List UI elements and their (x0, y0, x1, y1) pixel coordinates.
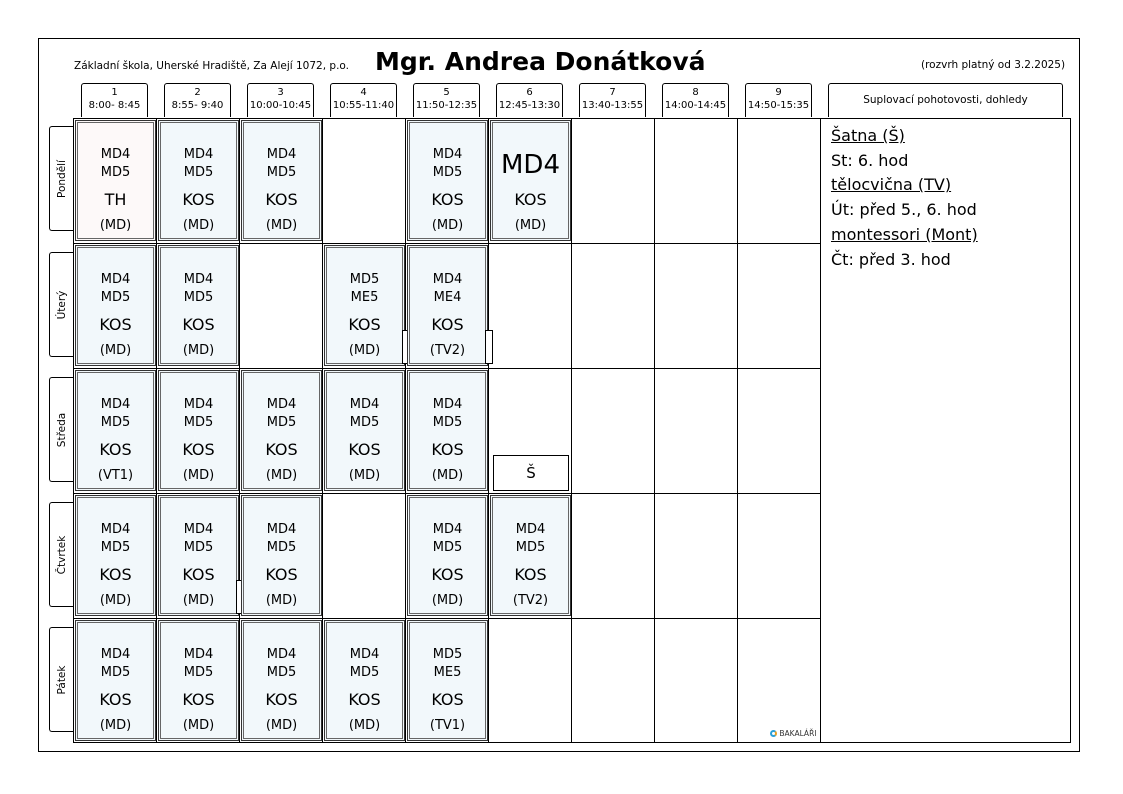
subject: KOS (348, 690, 381, 709)
lesson-cell-fri-5[interactable] (407, 620, 488, 741)
subject: KOS (431, 440, 464, 459)
note-wardrobe: Šatna (Š) (831, 126, 905, 145)
room: (MD) (431, 468, 464, 483)
room: (MD) (99, 593, 132, 608)
grid-line (654, 118, 655, 743)
room: (MD) (265, 718, 298, 733)
grid-line (322, 118, 323, 743)
lesson-cell-wed-2[interactable] (158, 370, 239, 491)
lesson-cell-thu-1[interactable] (75, 495, 156, 616)
lesson-cell-mon-2[interactable] (158, 120, 239, 241)
lesson-cell-fri-4[interactable] (324, 620, 405, 741)
class-line-1: MD4 (515, 522, 546, 537)
period-time: 12:45-13:30 (498, 100, 561, 111)
class-line-2: MD5 (100, 665, 131, 680)
period-header-9 (745, 83, 812, 117)
room: (MD) (348, 468, 381, 483)
class-line-1: MD4 (266, 397, 297, 412)
period-number: 5 (443, 87, 450, 98)
subject: KOS (431, 190, 464, 209)
period-time: 14:50-15:35 (747, 100, 810, 111)
grid-line (73, 368, 821, 369)
subject: KOS (99, 440, 132, 459)
day-tab-thursday (49, 502, 73, 607)
day-label: Středa (55, 412, 68, 447)
day-label: Pátek (55, 665, 68, 694)
subject: KOS (348, 315, 381, 334)
class-line-2: MD5 (100, 290, 131, 305)
class-line-2: MD5 (100, 540, 131, 555)
room: (MD) (431, 593, 464, 608)
grid-line (239, 118, 240, 743)
validity-date: (rozvrh platný od 3.2.2025) (921, 59, 1066, 71)
period-header-7 (579, 83, 646, 117)
day-tab-wednesday (49, 377, 73, 482)
room: (MD) (348, 718, 381, 733)
duty-wardrobe-box[interactable]: Š (493, 455, 569, 491)
period-header-6 (496, 83, 563, 117)
period-time: 13:40-13:55 (581, 100, 644, 111)
class-line-1: MD4 (432, 147, 463, 162)
room: (MD) (514, 218, 547, 233)
lesson-cell-mon-1[interactable] (75, 120, 156, 241)
subject: KOS (514, 565, 547, 584)
subject: KOS (99, 690, 132, 709)
lesson-cell-tue-1[interactable] (75, 245, 156, 366)
lesson-cell-thu-2[interactable] (158, 495, 239, 616)
subject: KOS (265, 565, 298, 584)
lesson-cell-wed-4[interactable] (324, 370, 405, 491)
period-header-8 (662, 83, 729, 117)
class-line-1: MD4 (100, 147, 131, 162)
lesson-cell-thu-5[interactable] (407, 495, 488, 616)
class-line-2: ME5 (350, 290, 379, 305)
note-montessori: montessori (Mont) (831, 224, 978, 244)
subject: KOS (265, 440, 298, 459)
class-line-1: MD4 (266, 647, 297, 662)
note-gym-time: Út: před 5., 6. hod (831, 200, 977, 220)
subject: KOS (182, 440, 215, 459)
period-time: 10:00-10:45 (249, 100, 312, 111)
room: (MD) (99, 218, 132, 233)
period-time: 11:50-12:35 (415, 100, 478, 111)
subject: KOS (182, 565, 215, 584)
class-line-1: MD4 (100, 522, 131, 537)
class-line-1: MD4 (266, 522, 297, 537)
lesson-cell-wed-3[interactable] (241, 370, 322, 491)
note-wardrobe-time: St: 6. hod (831, 150, 909, 170)
logo-text: BAKALÁŘI (779, 729, 817, 738)
room: (TV2) (429, 343, 466, 358)
period-number: 1 (111, 87, 118, 98)
class-line-2: MD5 (349, 665, 380, 680)
day-tab-tuesday (49, 252, 73, 357)
class-line-1: MD4 (183, 272, 214, 287)
lesson-cell-fri-3[interactable] (241, 620, 322, 741)
class-line-2: MD5 (183, 415, 214, 430)
room: (MD) (265, 468, 298, 483)
class-line-2: MD5 (183, 290, 214, 305)
lesson-cell-fri-1[interactable] (75, 620, 156, 741)
class-line-1: MD4 (100, 397, 131, 412)
subject: KOS (182, 315, 215, 334)
lesson-cell-mon-5[interactable] (407, 120, 488, 241)
period-header-2 (164, 83, 231, 117)
note-montessori-time: Čt: před 3. hod (831, 249, 951, 269)
class-line-2: ME4 (433, 290, 462, 305)
note-gym: tělocvična (TV) (831, 175, 952, 195)
period-number: 2 (194, 87, 201, 98)
bakalari-logo (770, 729, 817, 738)
subject: KOS (265, 690, 298, 709)
day-label: Úterý (55, 290, 68, 319)
lesson-cell-wed-1[interactable] (75, 370, 156, 491)
bakalari-logo-icon (770, 730, 777, 737)
class-line-1: MD4 (501, 150, 560, 180)
grid-line (737, 118, 738, 743)
room: (MD) (265, 593, 298, 608)
room: (MD) (182, 593, 215, 608)
lesson-cell-mon-6[interactable] (490, 120, 571, 241)
period-header-3 (247, 83, 314, 117)
school-name: Základní škola, Uherské Hradiště, Za Alejí 1072, p.o. (74, 60, 349, 72)
subject: KOS (182, 190, 215, 209)
lesson-cell-wed-5[interactable] (407, 370, 488, 491)
period-number: 8 (692, 87, 699, 98)
day-tab-monday (49, 126, 73, 231)
grid-line (73, 493, 821, 494)
teacher-name: Mgr. Andrea Donátková (375, 47, 706, 76)
class-line-2: MD5 (100, 165, 131, 180)
class-line-1: MD4 (183, 522, 214, 537)
period-number: 9 (775, 87, 782, 98)
subject: KOS (99, 565, 132, 584)
side-panel-header: Suplovací pohotovosti, dohledy (828, 83, 1063, 117)
period-number: 3 (277, 87, 284, 98)
class-line-2: MD5 (266, 165, 297, 180)
period-time: 10:55-11:40 (332, 100, 395, 111)
room: (MD) (265, 218, 298, 233)
room: (MD) (182, 343, 215, 358)
day-tab-friday (49, 627, 73, 732)
subject: KOS (431, 315, 464, 334)
class-line-1: MD4 (432, 397, 463, 412)
period-header-5 (413, 83, 480, 117)
class-line-2: MD5 (432, 540, 463, 555)
day-label: Pondělí (55, 159, 68, 198)
grid-line (488, 118, 489, 743)
lesson-cell-thu-3[interactable] (241, 495, 322, 616)
class-line-2: MD5 (266, 540, 297, 555)
class-line-2: MD5 (432, 165, 463, 180)
grid-line (571, 118, 572, 743)
subject: KOS (182, 690, 215, 709)
period-header-4 (330, 83, 397, 117)
class-line-2: MD5 (432, 415, 463, 430)
room: (TV2) (512, 593, 549, 608)
period-number: 4 (360, 87, 367, 98)
lesson-cell-fri-2[interactable] (158, 620, 239, 741)
class-line-2: ME5 (433, 665, 462, 680)
class-line-2: MD5 (515, 540, 546, 555)
class-line-1: MD4 (183, 147, 214, 162)
duty-notes-panel (820, 118, 1071, 743)
subject: KOS (265, 190, 298, 209)
room: (TV1) (429, 718, 466, 733)
subject: KOS (431, 565, 464, 584)
class-line-2: MD5 (183, 165, 214, 180)
class-line-1: MD4 (183, 647, 214, 662)
class-line-2: MD5 (183, 540, 214, 555)
period-header-1 (81, 83, 148, 117)
class-line-1: MD4 (349, 397, 380, 412)
subject: KOS (431, 690, 464, 709)
period-number: 6 (526, 87, 533, 98)
class-line-1: MD4 (266, 147, 297, 162)
room: (MD) (99, 718, 132, 733)
class-line-2: MD5 (349, 415, 380, 430)
room: (MD) (182, 218, 215, 233)
day-label: Čtvrtek (55, 535, 68, 574)
lesson-cell-tue-2[interactable] (158, 245, 239, 366)
lesson-cell-tue-4[interactable] (324, 245, 405, 366)
class-line-1: MD4 (100, 647, 131, 662)
room: (MD) (99, 343, 132, 358)
lesson-cell-tue-5[interactable] (407, 245, 488, 366)
class-line-1: MD4 (183, 397, 214, 412)
subject: TH (104, 190, 127, 209)
class-line-1: MD5 (432, 647, 463, 662)
class-line-2: MD5 (266, 665, 297, 680)
class-line-1: MD4 (100, 272, 131, 287)
class-line-1: MD4 (432, 272, 463, 287)
subject: KOS (348, 440, 381, 459)
class-line-2: MD5 (266, 415, 297, 430)
lesson-cell-thu-6[interactable] (490, 495, 571, 616)
period-time: 14:00-14:45 (664, 100, 727, 111)
class-line-2: MD5 (100, 415, 131, 430)
room: (MD) (182, 718, 215, 733)
period-number: 7 (609, 87, 616, 98)
lesson-cell-mon-3[interactable] (241, 120, 322, 241)
period-time: 8:55- 9:40 (171, 100, 224, 111)
room: (VT1) (97, 468, 134, 483)
period-time: 8:00- 8:45 (88, 100, 141, 111)
grid-line (73, 618, 821, 619)
subject: KOS (99, 315, 132, 334)
room: (MD) (348, 343, 381, 358)
class-line-1: MD4 (432, 522, 463, 537)
grid-line (73, 243, 821, 244)
room: (MD) (431, 218, 464, 233)
room: (MD) (182, 468, 215, 483)
grid-line (156, 118, 157, 743)
class-line-1: MD4 (349, 647, 380, 662)
class-line-1: MD5 (349, 272, 380, 287)
grid-line (405, 118, 406, 743)
class-line-2: MD5 (183, 665, 214, 680)
duty-marker (485, 330, 493, 364)
subject: KOS (514, 190, 547, 209)
